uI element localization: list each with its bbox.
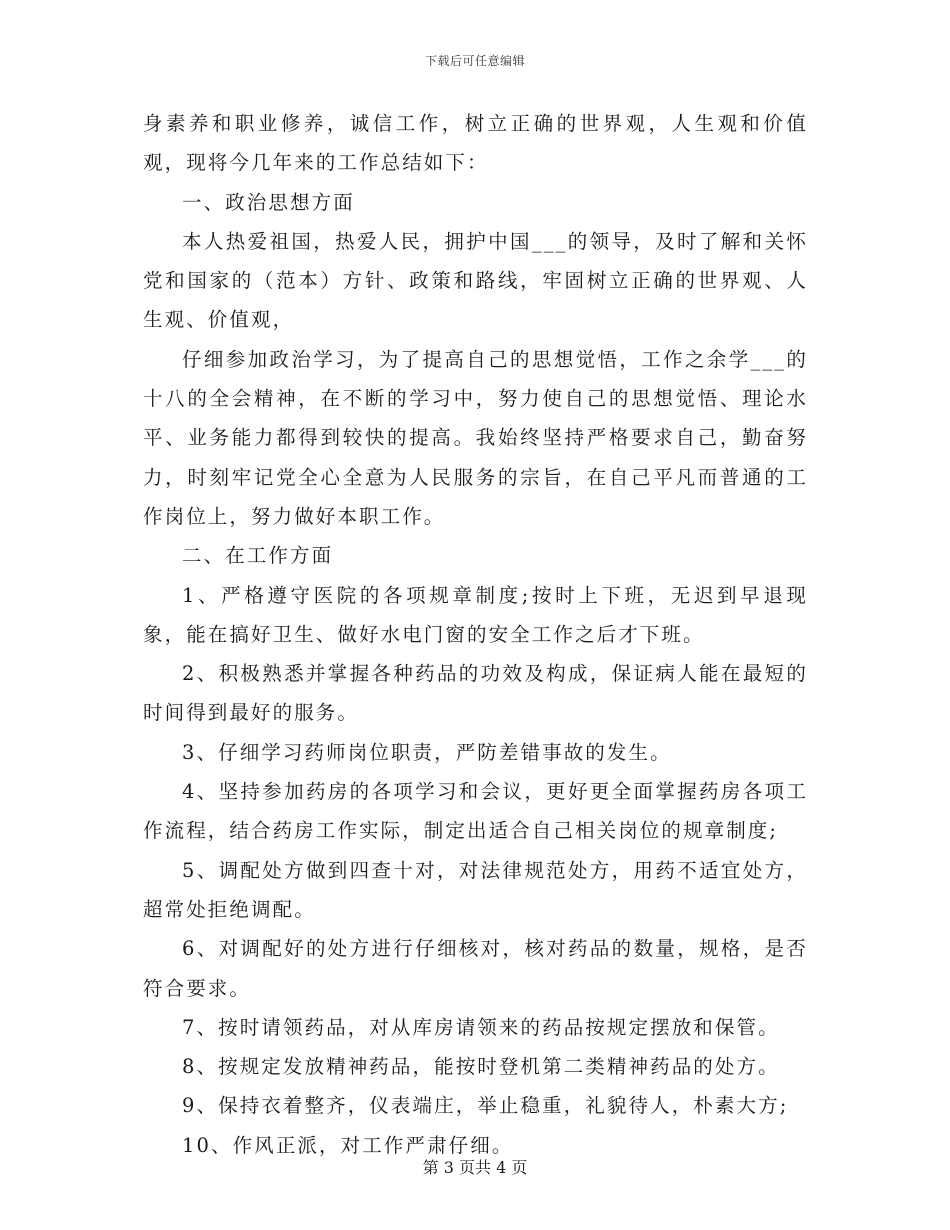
list-item-1: 1、严格遵守医院的各项规章制度;按时上下班，无迟到早退现象，能在搞好卫生、做好水电门窗的安全工作之后才下班。 [143,583,808,646]
list-item-7: 7、按时请领药品，对从库房请领来的药品按规定摆放和保管。 [182,1015,780,1039]
document-body [143,104,808,1165]
list-item-4: 4、坚持参加药房的各项学习和会议，更好更全面掌握药房各项工作流程，结合药房工作实际，制定出适合自己相关岗位的规章制度; [143,780,808,843]
list-item-6: 6、对调配好的处方进行仔细核对，核对药品的数量，规格，是否符合要求。 [143,937,808,1000]
list-item-3: 3、仔细学习药师岗位职责，严防差错事故的发生。 [182,740,672,764]
list-item-9: 9、保持衣着整齐，仪表端庄，举止稳重，礼貌待人，朴素大方; [182,1094,789,1118]
paragraph-politics-1: 本人热爱祖国，热爱人民，拥护中国___的领导，及时了解和关怀党和国家的（范本）方针、政策和路线，牢固树立正确的世界观、人生观、价值观， [143,229,808,332]
list-item-10: 10、作风正派，对工作严肃仔细。 [182,1133,514,1157]
list-item-8: 8、按规定发放精神药品，能按时登机第二类精神药品的处方。 [182,1055,780,1079]
page-header: 下载后可任意编辑 [424,54,525,68]
list-item-2: 2、积极熟悉并掌握各种药品的功效及构成，保证病人能在最短的时间得到最好的服务。 [143,662,808,725]
paragraph-politics-2: 仔细参加政治学习，为了提高自己的思想觉悟，工作之余学___的十八的全会精神，在不断的学习中，努力使自己的思想觉悟、理论水平、业务能力都得到较快的提高。我始终坚持严格要求自己，勤奋努力，时刻牢记党全心全意为人民服务的宗旨，在自己平凡而普通的工作岗位上，努力做好本职工作。 [143,347,808,528]
page-footer: 第 3 页共 4 页 [422,1158,528,1177]
section-heading-work: 二、在工作方面 [182,544,334,568]
list-item-5: 5、调配处方做到四查十对，对法律规范处方，用药不适宜处方，超常处拒绝调配。 [143,858,808,921]
section-heading-politics: 一、政治思想方面 [182,190,355,214]
paragraph-intro: 身素养和职业修养，诚信工作，树立正确的世界观，人生观和价值观，现将今几年来的工作总结如下： [143,112,808,175]
